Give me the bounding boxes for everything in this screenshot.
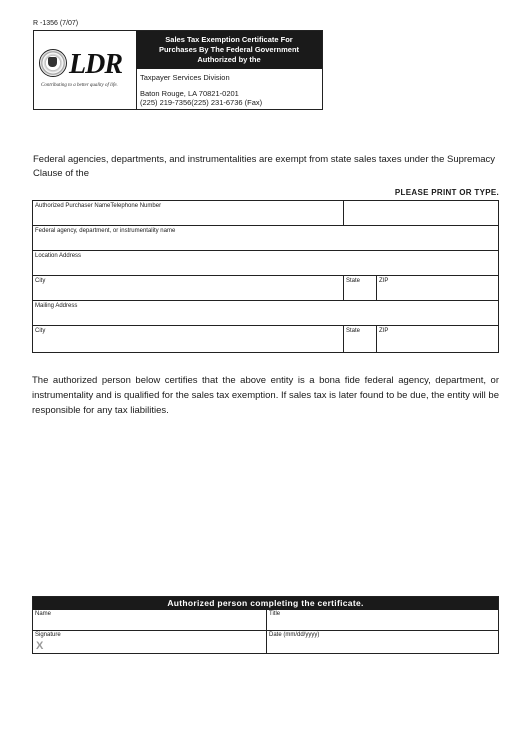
purchaser-row <box>33 201 498 226</box>
location-row <box>33 251 498 276</box>
location-address-field[interactable]: Location Address <box>35 253 82 259</box>
name-field[interactable]: Name <box>35 611 52 617</box>
city-field[interactable]: City <box>35 328 46 334</box>
authorized-person-section <box>32 596 499 654</box>
logo-tagline: Contributing to a better quality of life. <box>41 83 118 88</box>
title-line: Purchases By The Federal Government <box>158 45 300 54</box>
phone-numbers: (225) 219-7356(225) 231-6736 (Fax) <box>140 98 263 107</box>
signature-mark: X <box>36 640 44 652</box>
intro-paragraph: Federal agencies, departments, and instrumentalities are exempt from state sales taxes under the Supremacy Clause of the <box>33 154 496 179</box>
form-header <box>33 30 323 110</box>
mailing-row <box>33 301 498 326</box>
date-field[interactable]: Date (mm/dd/yyyy) <box>266 631 498 653</box>
signature-date-row <box>33 631 498 653</box>
purchaser-name-field[interactable]: Authorized Purchaser NameTelephone Number <box>35 203 162 209</box>
form-number: R -1356 (7/07) <box>33 20 79 27</box>
title-field[interactable]: Title <box>266 610 498 630</box>
signature-label: Signature <box>35 632 61 638</box>
mailing-address-field[interactable]: Mailing Address <box>35 303 78 309</box>
title-line: Sales Tax Exemption Certificate For <box>165 35 293 44</box>
title-line: Authorized by the <box>197 55 261 64</box>
location-city-row <box>33 276 498 301</box>
logo-text: LDR <box>69 49 122 80</box>
city-field[interactable]: City <box>35 278 46 284</box>
telephone-field[interactable] <box>343 201 498 225</box>
name-title-row <box>33 610 498 631</box>
zip-field[interactable]: ZIP <box>376 276 498 300</box>
section-header: Authorized person completing the certificate. <box>33 597 498 610</box>
agency-row <box>33 226 498 251</box>
city-state: Baton Rouge, LA 70821-0201 <box>140 89 239 98</box>
state-seal-icon <box>39 49 67 77</box>
form-title <box>136 31 322 69</box>
state-field[interactable]: State <box>343 276 376 300</box>
agency-name-field[interactable]: Federal agency, department, or instrumentality name <box>35 228 176 234</box>
certification-paragraph: The authorized person below certifies that the above entity is a bona fide federal agency, department, or instrumentality and is qualified for the sales tax exemption. If sales tax is later found to be due, the entity will be responsible for any tax liabilities. <box>32 375 499 416</box>
signature-field[interactable] <box>33 631 266 653</box>
mailing-city-row <box>33 326 498 352</box>
print-notice: PLEASE PRINT OR TYPE. <box>394 188 499 197</box>
zip-field[interactable]: ZIP <box>376 326 498 352</box>
division-name: Taxpayer Services Division <box>140 73 230 82</box>
ldr-logo <box>34 31 137 109</box>
state-field[interactable]: State <box>343 326 376 352</box>
entity-info-grid <box>32 200 499 353</box>
